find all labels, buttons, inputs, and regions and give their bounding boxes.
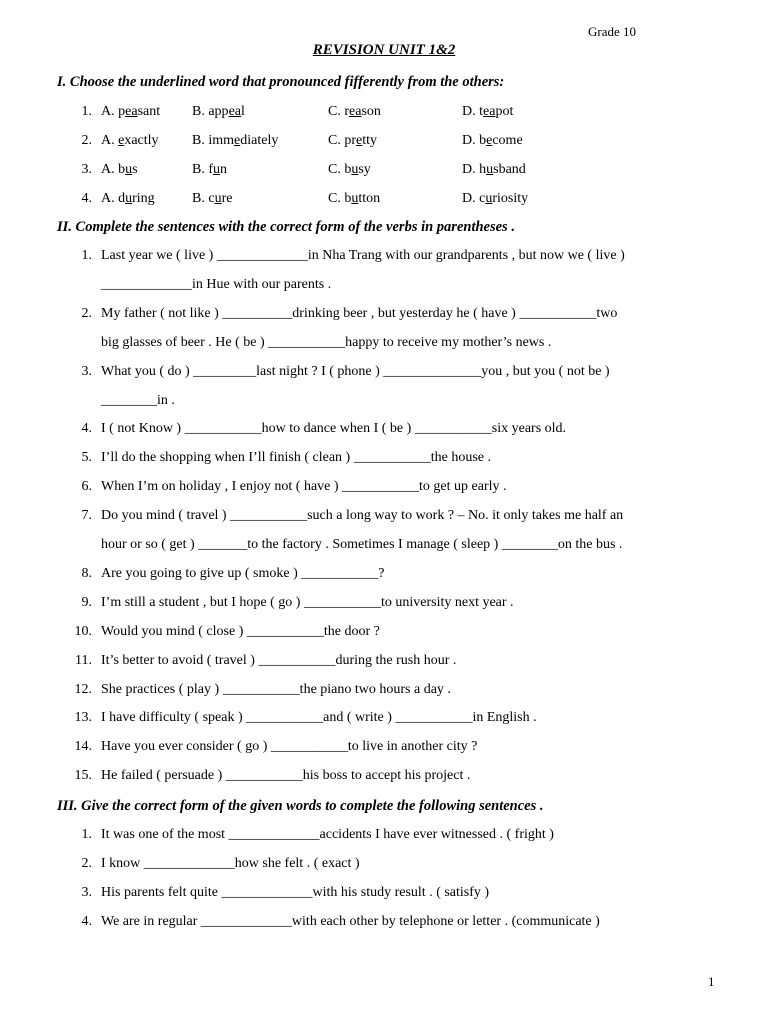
sentence-number: 13. [74, 710, 92, 726]
sentence-text: big glasses of beer . He ( be ) ___________happy to receive my mother’s news . [101, 334, 552, 350]
sentence-number: 2. [81, 305, 92, 321]
question-number: 1. [81, 104, 92, 119]
sentence-text: I’m still a student , but I hope ( go ) ___________to university next year . [101, 594, 514, 610]
sentence-line [0, 450, 768, 470]
sentence-line [0, 768, 768, 788]
sentence-line [0, 856, 768, 876]
option-b: B. immediately [192, 133, 279, 148]
sentence-number: 10. [74, 623, 92, 639]
sentence-line [0, 364, 768, 384]
option-c: C. busy [328, 162, 371, 177]
grade-label: Grade 10 [588, 24, 637, 39]
sentence-line [0, 624, 768, 644]
option-a: A. during [101, 191, 155, 206]
page-title: REVISION UNIT 1&2 [312, 42, 456, 58]
section-1-heading: I. Choose the underlined word that pronounced fifferently from the others: [57, 74, 505, 90]
sentence-line [0, 710, 768, 730]
sentence-text: What you ( do ) _________last night ? I ( phone ) ______________you , but you ( not be ) [101, 363, 610, 379]
section-2-heading: II. Complete the sentences with the correct form of the verbs in parentheses . [57, 219, 515, 235]
sentence-text: Would you mind ( close ) ___________the door ? [101, 623, 380, 639]
sentence-text: My father ( not like ) __________drinking beer , but yesterday he ( have ) ___________two [101, 305, 618, 321]
sentence-text: It was one of the most _____________accidents I have ever witnessed . ( fright ) [101, 827, 554, 842]
option-c: C. button [328, 191, 381, 206]
sentence-text: Have you ever consider ( go ) ___________to live in another city ? [101, 739, 478, 755]
question-row [0, 104, 768, 124]
sentence-text: Last year we ( live ) _____________in Nha Trang with our grandparents , but now we ( live ) [101, 248, 625, 263]
sentence-text: Do you mind ( travel ) ___________such a long way to work ? – No. it only takes me half an [101, 508, 624, 524]
sentence-line [0, 277, 768, 297]
sentence-number: 15. [74, 768, 92, 784]
sentence-line [0, 682, 768, 702]
sentence-line [0, 508, 768, 528]
sentence-number: 4. [81, 914, 92, 929]
sentence-text: It’s better to avoid ( travel ) ___________during the rush hour . [101, 652, 457, 668]
sentence-text: I know _____________how she felt . ( exact ) [101, 856, 360, 871]
question-row [0, 162, 768, 182]
sentence-line [0, 885, 768, 905]
sentence-text: ________in . [101, 392, 175, 408]
sentence-line [0, 306, 768, 326]
sentence-number: 11. [75, 652, 92, 668]
page-number: 1 [708, 974, 715, 989]
sentence-number: 3. [81, 363, 92, 379]
option-c: C. pretty [328, 133, 377, 148]
sentence-line [0, 914, 768, 934]
sentence-line [0, 335, 768, 355]
sentence-line [0, 537, 768, 557]
sentence-text: _____________in Hue with our parents . [101, 276, 332, 292]
option-b: B. appeal [192, 104, 245, 119]
sentence-text: We are in regular _____________with each other by telephone or letter . (communicate ) [101, 914, 600, 929]
sentence-text: I’ll do the shopping when I’ll finish ( clean ) ___________the house . [101, 450, 491, 466]
option-a: A. bus [101, 162, 138, 177]
sentence-number: 9. [81, 594, 92, 610]
sentence-number: 2. [81, 856, 92, 871]
sentence-text: When I’m on holiday , I enjoy not ( have ) ___________to get up early . [101, 479, 507, 495]
sentence-text: I ( not Know ) ___________how to dance when I ( be ) ___________six years old. [101, 421, 567, 437]
sentence-number: 7. [81, 508, 92, 524]
option-a: A. peasant [101, 104, 161, 119]
option-b: B. cure [192, 191, 233, 206]
sentence-text: She practices ( play ) ___________the piano two hours a day . [101, 681, 451, 697]
sentence-text: His parents felt quite _____________with his study result . ( satisfy ) [101, 885, 490, 900]
sentence-line [0, 653, 768, 673]
option-d: D. teapot [462, 104, 514, 119]
question-number: 4. [81, 191, 92, 206]
question-row [0, 133, 768, 153]
option-d: D. husband [462, 162, 526, 177]
sentence-line [0, 566, 768, 586]
section-3-heading: III. Give the correct form of the given words to complete the following sentences . [57, 798, 544, 814]
sentence-number: 1. [81, 248, 92, 263]
option-c: C. reason [328, 104, 381, 119]
sentence-number: 4. [81, 421, 92, 437]
question-row [0, 191, 768, 211]
option-d: D. curiosity [462, 191, 529, 206]
sentence-number: 5. [81, 450, 92, 466]
sentence-text: hour or so ( get ) _______to the factory . Sometimes I manage ( sleep ) ________on the bus . [101, 537, 623, 552]
sentence-line [0, 479, 768, 499]
option-a: A. exactly [101, 133, 159, 148]
sentence-line [0, 393, 768, 413]
sentence-line [0, 421, 768, 441]
sentence-text: I have difficulty ( speak ) ___________and ( write ) ___________in English . [101, 710, 537, 726]
sentence-number: 1. [81, 827, 92, 842]
sentence-number: 12. [74, 681, 92, 697]
question-number: 3. [81, 162, 92, 177]
sentence-line [0, 248, 768, 268]
sentence-text: Are you going to give up ( smoke ) ___________? [101, 565, 385, 581]
sentence-text: He failed ( persuade ) ___________his boss to accept his project . [101, 768, 471, 784]
sentence-number: 3. [81, 885, 92, 900]
sentence-number: 8. [81, 565, 92, 581]
sentence-line [0, 739, 768, 759]
sentence-line [0, 595, 768, 615]
sentence-line [0, 827, 768, 847]
option-d: D. become [462, 133, 523, 148]
question-number: 2. [81, 133, 92, 148]
option-b: B. fun [192, 162, 227, 177]
sentence-number: 14. [74, 739, 92, 755]
sentence-number: 6. [81, 479, 92, 495]
